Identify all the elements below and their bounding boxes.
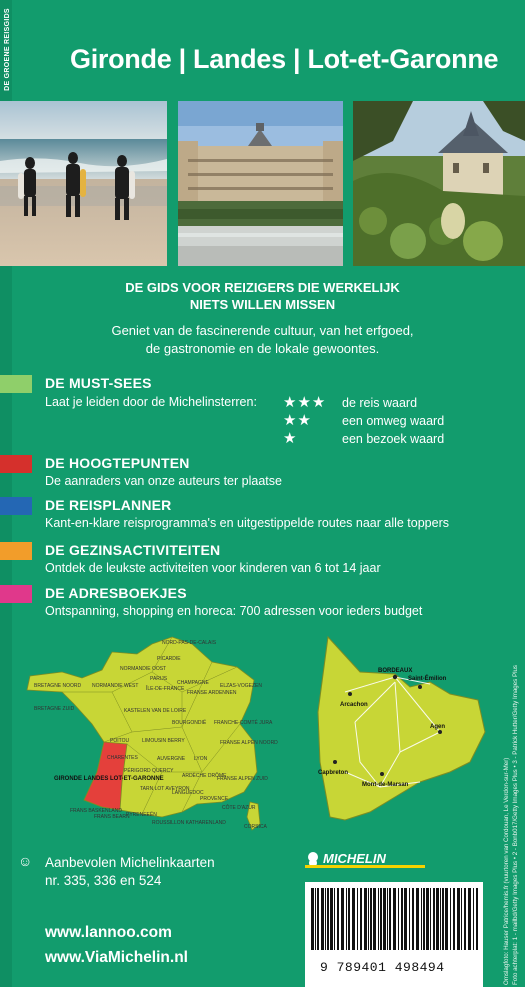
barcode-bar bbox=[464, 888, 466, 950]
tagline-line-2: NIETS WILLEN MISSEN bbox=[189, 297, 336, 312]
photo-chateau-image bbox=[353, 101, 525, 266]
addresses-desc: Ontspanning, shopping en horeca: 700 adressen voor ieders budget bbox=[45, 604, 423, 618]
barcode-bar bbox=[404, 888, 407, 950]
barcode-bar bbox=[426, 888, 429, 950]
map-label-baskenland: FRANS BASKENLAND bbox=[70, 808, 122, 814]
star-one-label: een bezoek waard bbox=[342, 432, 445, 446]
barcode-bar bbox=[393, 888, 396, 950]
recommended-maps-line-2: nr. 335, 336 en 524 bbox=[45, 873, 162, 888]
map-label-auvergne: AUVERGNE bbox=[157, 756, 186, 762]
barcode-bar bbox=[421, 888, 422, 950]
star-one-icon: ★ bbox=[283, 430, 298, 447]
barcode-bar bbox=[337, 888, 339, 950]
barcode-bar bbox=[445, 888, 448, 950]
map-label-parijs: PARIJS bbox=[150, 676, 168, 682]
barcode-bar bbox=[373, 888, 376, 950]
barcode-bar bbox=[334, 888, 335, 950]
map-label-alpen-zuid: FRANSE ALPEN ZUID bbox=[217, 776, 268, 782]
barcode-bar bbox=[473, 888, 474, 950]
barcode-bar bbox=[317, 888, 319, 950]
barcode-bar bbox=[370, 888, 372, 950]
map-label-roussillon: ROUSSILLON KATHARENLAND bbox=[152, 820, 226, 826]
map-label-charentes: CHARENTES bbox=[107, 755, 138, 761]
recommended-maps bbox=[45, 854, 215, 890]
michelin-logo bbox=[305, 850, 425, 868]
map-label-normandie-oost: NORMANDIE OOST bbox=[120, 666, 167, 672]
addresses-color-bar bbox=[0, 585, 32, 603]
map-label-tarn: TARN LOT AVEYRON bbox=[140, 786, 190, 792]
planner-title: DE REISPLANNER bbox=[45, 497, 172, 513]
map-label-nord: NORD-PAS-DE-CALAIS bbox=[162, 640, 217, 646]
family-desc: Ontdek de leukste activiteiten voor kinderen van 6 tot 14 jaar bbox=[45, 561, 381, 575]
star-three-label: de reis waard bbox=[342, 396, 418, 410]
intro-line-2: de gastronomie en de lokale gewoontes. bbox=[145, 341, 380, 356]
highlights-title: DE HOOGTEPUNTEN bbox=[45, 455, 190, 471]
star-two-label: een omweg waard bbox=[342, 414, 445, 428]
france-map bbox=[22, 632, 278, 842]
map-label-corsica: CORSICA bbox=[244, 824, 267, 830]
photo-surfers bbox=[0, 101, 167, 266]
tagline bbox=[0, 279, 525, 313]
place-dot-agen bbox=[438, 730, 442, 734]
map-label-provence: PROVENCE bbox=[200, 796, 229, 802]
barcode-bar bbox=[457, 888, 460, 950]
place-label-mont-de-marsan: Mont-de-Marsan bbox=[362, 782, 409, 788]
map-label-franche-comte: FRANCHE-COMTÉ JURA bbox=[214, 720, 273, 726]
barcode-bar bbox=[311, 888, 314, 950]
page-title: Gironde | Landes | Lot-et-Garonne bbox=[70, 44, 499, 74]
barcode-bar bbox=[442, 888, 444, 950]
map-label-ardennen: FRANSE ARDENNEN bbox=[187, 690, 237, 696]
must-sees-title: DE MUST-SEES bbox=[45, 375, 152, 391]
photo-surfers-image bbox=[0, 101, 167, 266]
barcode-bar bbox=[352, 888, 355, 950]
barcode-bar bbox=[430, 888, 431, 950]
map-label-alpen-noord: FRANSE ALPEN NOORD bbox=[220, 740, 278, 746]
highlights-desc: De aanraders van onze auteurs ter plaatse bbox=[45, 474, 282, 488]
barcode-bar bbox=[423, 888, 425, 950]
place-label-agen: Agen bbox=[430, 724, 445, 730]
map-label-ile-de-france: ÎLE-DE-FRANCE bbox=[146, 686, 185, 692]
map-label-bretagne-noord: BRETAGNE NOORD bbox=[34, 683, 82, 689]
photo-bordeaux bbox=[178, 101, 343, 266]
photo-credits-line-1: Omslagfoto: Hauser Patrice/hemis.fr (vuurtoren van Cordouan, Le Verdon-sur-Mer) bbox=[503, 757, 510, 985]
place-label-arcachon: Arcachon bbox=[340, 702, 368, 708]
map-label-pyreneeen: PYRENEEËN bbox=[126, 812, 157, 818]
map-label-limousin: LIMOUSIN BERRY bbox=[142, 738, 185, 744]
michelin-bib-icon: ☺ bbox=[18, 853, 33, 869]
planner-color-bar bbox=[0, 497, 32, 515]
intro-line-1: Geniet van de fascinerende cultuur, van het erfgoed, bbox=[111, 323, 414, 338]
barcode-bar bbox=[476, 888, 478, 950]
barcode-bar bbox=[330, 888, 333, 950]
family-title: DE GEZINSACTIVITEITEN bbox=[45, 542, 221, 558]
map-label-bretagne-zuid: BRETAGNE ZUID bbox=[34, 706, 75, 712]
barcode-bar bbox=[321, 888, 324, 950]
spine-brand: DE GROENE REISGIDS bbox=[3, 8, 11, 91]
map-label-elzas: ELZAS-VOGEZEN bbox=[220, 683, 262, 689]
addresses-title: DE ADRESBOEKJES bbox=[45, 585, 187, 601]
must-sees-desc: Laat je leiden door de Michelinsterren: bbox=[45, 395, 257, 409]
recommended-maps-line-1: Aanbevolen Michelinkaarten bbox=[45, 855, 215, 870]
region-map bbox=[300, 632, 500, 832]
place-label-capbreton: Capbreton bbox=[318, 770, 348, 776]
barcode-bar bbox=[436, 888, 439, 950]
place-label-bordeaux: BORDEAUX bbox=[378, 668, 413, 674]
barcode-bar bbox=[368, 888, 369, 950]
barcode-bar bbox=[450, 888, 451, 950]
barcode-bar bbox=[440, 888, 441, 950]
map-label-poitou: POITOU bbox=[110, 738, 130, 744]
barcode-bar bbox=[412, 888, 414, 950]
barcode-bar bbox=[409, 888, 410, 950]
barcode-bar bbox=[341, 888, 344, 950]
barcode-bar bbox=[461, 888, 462, 950]
url-lannoo[interactable]: www.lannoo.com bbox=[45, 924, 172, 941]
map-label-cote-dazur: CÔTE D'AZUR bbox=[222, 805, 256, 811]
barcode-bar bbox=[468, 888, 471, 950]
url-viamichelin[interactable]: www.ViaMichelin.nl bbox=[45, 949, 188, 966]
barcode-bar bbox=[398, 888, 399, 950]
map-label-bourgondie: BOURGONDIË bbox=[172, 720, 207, 726]
barcode-bar bbox=[433, 888, 435, 950]
france-map-svg bbox=[22, 632, 278, 842]
map-label-normandie-west: NORMANDIE WEST bbox=[92, 683, 139, 689]
tagline-line-1: DE GIDS VOOR REIZIGERS DIE WERKELIJK bbox=[125, 280, 400, 295]
barcode-bar bbox=[315, 888, 316, 950]
barcode-bar bbox=[383, 888, 386, 950]
barcode-bar bbox=[348, 888, 350, 950]
map-label-languedoc: LANGUEDOC bbox=[172, 790, 204, 796]
region-map-svg bbox=[300, 632, 500, 832]
map-label-ardeche: ARDÈCHE DRÔME bbox=[182, 773, 227, 779]
michelin-logo-text: MICHELIN bbox=[323, 851, 386, 866]
map-label-champagne: CHAMPAGNE bbox=[177, 680, 209, 686]
photo-chateau bbox=[353, 101, 525, 266]
planner-desc: Kant-en-klare reisprogramma's en uitgestippelde routes naar alle toppers bbox=[45, 516, 449, 530]
map-label-picardie: PICARDIE bbox=[157, 656, 181, 662]
map-label-gironde: GIRONDE LANDES LOT-ET-GARONNE bbox=[54, 776, 164, 782]
place-dot-mont-de-marsan bbox=[380, 772, 384, 776]
barcode-bar bbox=[380, 888, 382, 950]
barcode-bar bbox=[453, 888, 455, 950]
barcode-bar bbox=[325, 888, 326, 950]
place-dot-saint-emilion bbox=[418, 685, 422, 689]
map-label-bearn: FRANS BEARN bbox=[94, 814, 130, 820]
barcode-bars bbox=[305, 888, 483, 958]
intro-text bbox=[0, 322, 525, 358]
photo-credits-line-2: Foto achterplat: 1 - mailbd/Getty Images Plus • 2 - Bonb017/Getty Images Plus • 3 - Patrick Hutter/Getty Images Plus bbox=[512, 664, 519, 985]
place-label-saint-emilion: Saint-Émilion bbox=[408, 676, 447, 682]
isbn-number: 9 789401 498494 bbox=[320, 960, 445, 975]
photo-bordeaux-image bbox=[178, 101, 343, 266]
place-dot-bordeaux bbox=[393, 675, 397, 679]
barcode-bar bbox=[346, 888, 347, 950]
star-two-icon: ★★ bbox=[283, 412, 312, 429]
place-dot-arcachon bbox=[348, 692, 352, 696]
star-three-icon: ★★★ bbox=[283, 394, 327, 411]
barcode-bar bbox=[387, 888, 388, 950]
photo-credits bbox=[502, 665, 520, 985]
family-color-bar bbox=[0, 542, 32, 560]
map-label-lyon: LYON bbox=[194, 756, 208, 762]
barcode-bar bbox=[401, 888, 403, 950]
barcode-bar bbox=[360, 888, 362, 950]
highlights-color-bar bbox=[0, 455, 32, 473]
barcode-bar bbox=[327, 888, 329, 950]
barcode-bar bbox=[357, 888, 358, 950]
map-label-loire: KASTELEN VAN DE LOIRE bbox=[124, 708, 187, 714]
barcode-bar bbox=[378, 888, 379, 950]
barcode-bar bbox=[416, 888, 419, 950]
barcode-bar bbox=[364, 888, 367, 950]
must-sees-color-bar bbox=[0, 375, 32, 393]
barcode-bar bbox=[389, 888, 391, 950]
place-dot-capbreton bbox=[333, 760, 337, 764]
michelin-logo-svg bbox=[305, 850, 425, 868]
map-label-perigord: PÉRIGORD QUERCY bbox=[124, 768, 174, 774]
